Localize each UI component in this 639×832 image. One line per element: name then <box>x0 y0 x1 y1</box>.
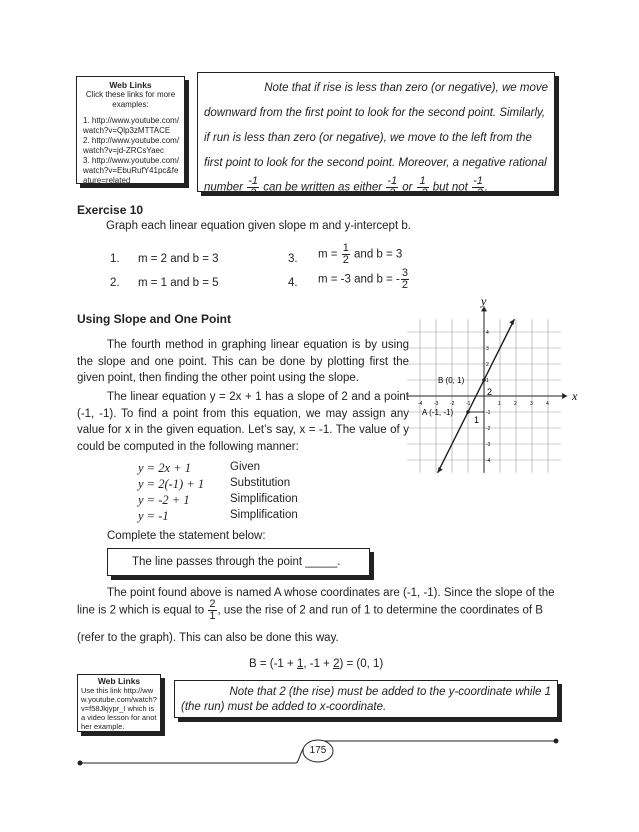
exercise-item-2-num: 2. <box>110 277 120 289</box>
step-2-reason: Substitution <box>230 477 291 489</box>
exercise-item-1: m = 2 and b = 3 <box>138 253 219 265</box>
note-line-5: number $\frac{-1}{2}$ can be written as either $\frac{-1}{2}$ or $\frac{1}{-2}$ but not $\frac{-1}{-2}$ . <box>204 175 489 199</box>
weblink-2[interactable]: 2. http://www.youtube.com/watch?v=jd-ZRCsYaec <box>83 136 180 155</box>
note-box <box>197 72 555 199</box>
step-3-eq: y = -2 + 1 <box>138 493 190 507</box>
y-tick-label: -1 <box>486 410 491 416</box>
x-tick-label: 3 <box>530 401 533 407</box>
exercise-instruction: Graph each linear equation given slope m and y-intercept b. <box>106 220 411 232</box>
note-2-line-2: (the run) must be added to x-coordinate. <box>181 701 387 713</box>
exercise-title: Exercise 10 <box>77 203 144 217</box>
y-tick-label: -4 <box>486 458 491 464</box>
note-line-1: Note that if rise is less than zero (or negative), we move <box>264 82 548 94</box>
exercise-item-4: m = -3 and b = - $\frac{3}{2}$ <box>318 267 408 291</box>
paragraph-1: The fourth method in graphing linear equation is by using the slope and one point. This can be done by plotting first the given point, then finding the other point using the slope. <box>77 339 409 384</box>
weblinks-2-title: Web Links <box>97 676 141 686</box>
note-line-2: downward from the first point to look for the second point. Similarly, <box>204 107 546 119</box>
y-tick-label: -2 <box>486 426 491 432</box>
steps <box>138 461 298 525</box>
step-2-eq: y = 2(-1) + 1 <box>138 477 205 491</box>
y-tick-label: 2 <box>486 362 489 368</box>
x-tick-label: -4 <box>418 401 423 407</box>
exercise-item-4-num: 4. <box>288 277 298 289</box>
statement-text: The line passes through the point _____. <box>132 556 341 568</box>
y-tick-label: -3 <box>486 442 491 448</box>
weblinks-box <box>76 76 185 184</box>
weblink-3[interactable]: 3. http://www.youtube.com/watch?v=EbuRufY41pc&feature=related <box>83 156 180 185</box>
step-4-reason: Simplification <box>230 509 298 521</box>
y-tick-label: 3 <box>486 346 489 352</box>
y-tick-label: 4 <box>486 330 489 336</box>
page-number: 175 <box>309 745 327 756</box>
paragraph-2: The linear equation y = 2x + 1 has a slope of 2 and a point (-1, -1). To find a point from this equation, we may assign any value for x in the given equation. Let’s say, x = -1. The value of y could be computed in the following manner: <box>77 391 409 453</box>
weblinks-subtitle: Click these links for more examples: <box>85 90 176 109</box>
step-1-eq: y = 2x + 1 <box>138 461 191 475</box>
y-axis-label: y <box>481 293 487 308</box>
statement-box <box>107 548 370 576</box>
graph <box>410 293 578 470</box>
x-tick-label: 4 <box>546 401 549 407</box>
exercise-item-3-num: 3. <box>288 253 298 265</box>
step-3-reason: Simplification <box>230 493 298 505</box>
section-title: Using Slope and One Point <box>77 312 232 326</box>
x-tick-label: 1 <box>498 401 501 407</box>
y-tick-label: 1 <box>486 378 489 384</box>
step-1-reason: Given <box>230 461 261 473</box>
rise-label: 2 <box>487 387 493 397</box>
point-b-label: B (0, 1) <box>438 376 465 385</box>
weblinks-box-2 <box>77 674 161 732</box>
exercise-item-2: m = 1 and b = 5 <box>138 277 219 289</box>
x-tick-label: 2 <box>514 401 517 407</box>
point-a-label: A (-1, -1) <box>422 408 454 417</box>
weblink-1[interactable]: 1. http://www.youtube.com/watch?v=Qlp3zMTTACE <box>83 116 180 135</box>
x-axis-arrow <box>562 393 567 399</box>
exercise-item-3: m = $\frac{1}{2}$ and b = 3 <box>318 242 403 266</box>
paragraph-3-line-2: line is 2 which is equal to $\frac{2}{1}$ , use the rise of 2 and run of 1 to determine the coordinates of B <box>77 598 543 622</box>
x-tick-label: -2 <box>450 401 455 407</box>
note-box-2 <box>174 680 558 718</box>
complete-prompt: Complete the statement below: <box>107 530 266 542</box>
weblinks-title: Web Links <box>109 80 152 90</box>
step-4-eq: y = -1 <box>138 509 169 523</box>
formula-b: B = (-1 + 1, -1 + 2) = (0, 1) <box>249 658 384 670</box>
paragraph-3-line-3: (refer to the graph). This can also be done this way. <box>77 632 339 644</box>
x-axis-label: x <box>572 389 578 403</box>
run-label: 1 <box>474 415 480 425</box>
point-b <box>482 378 486 382</box>
point-a <box>466 410 470 414</box>
weblinks-2-body[interactable]: Use this link http://www.youtube.com/watch?v=f58Jkjypr_I which is a video lesson for another example. <box>81 686 157 731</box>
x-tick-label: -1 <box>466 401 471 407</box>
x-tick-label: -3 <box>434 401 439 407</box>
note-2-line-1: Note that 2 (the rise) must be added to the y-coordinate while 1 <box>229 686 551 698</box>
exercise-item-1-num: 1. <box>110 253 120 265</box>
note-line-4: first point to look for the second point. Moreover, a negative rational <box>204 157 547 169</box>
paragraph-3-line-1: The point found above is named A whose coordinates are (-1, -1). Since the slope of the <box>107 587 555 599</box>
note-line-3: if run is less than zero (or negative), we move to the left from the <box>204 132 532 144</box>
